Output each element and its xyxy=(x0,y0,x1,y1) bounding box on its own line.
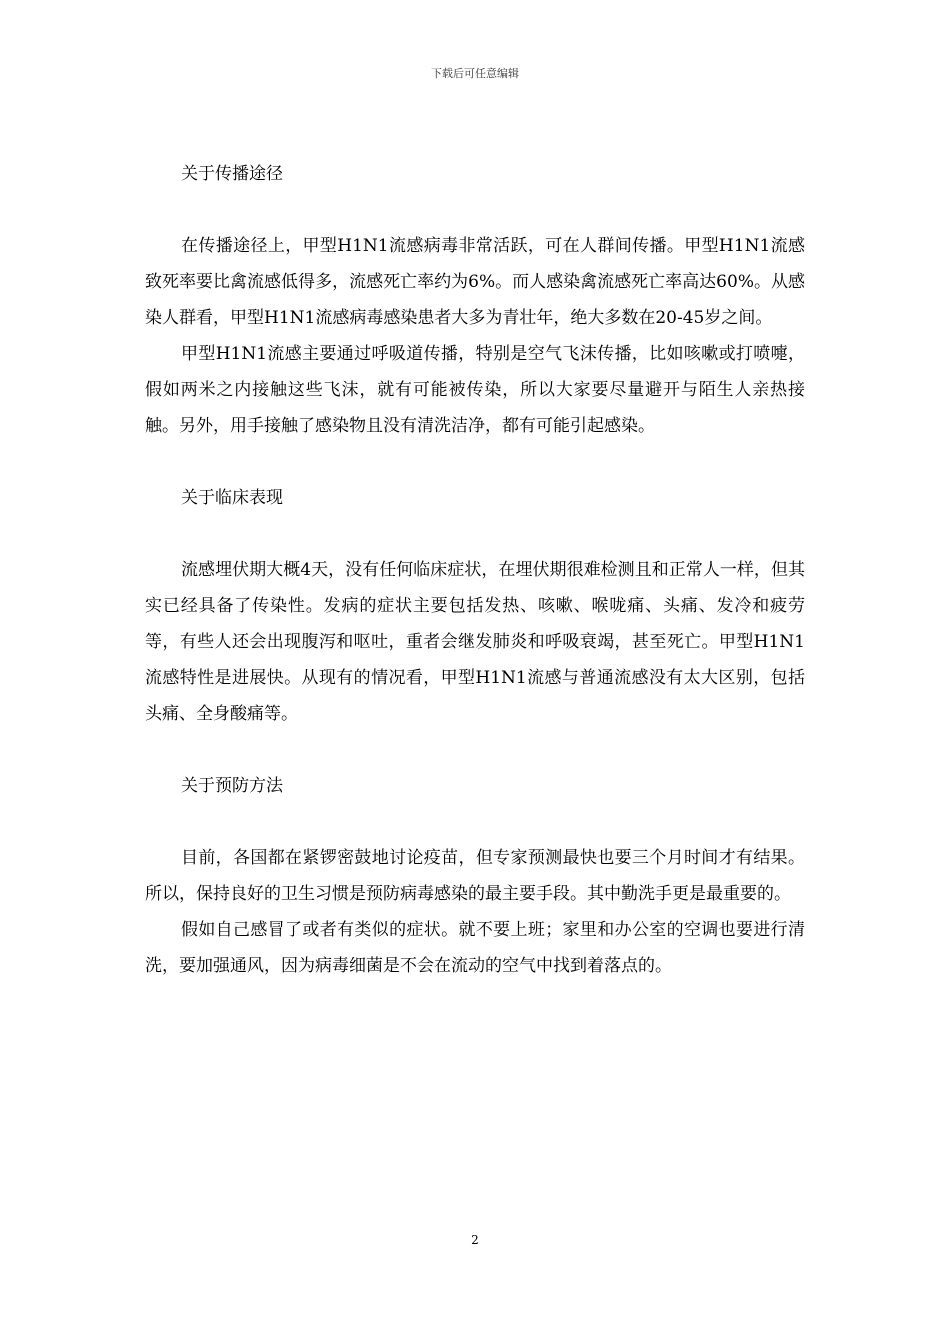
section-title-transmission: 关于传播途径 xyxy=(181,164,283,184)
paragraph: 在传播途径上，甲型H1N1流感病毒非常活跃，可在人群间传播。甲型H1N1流感致死率要比禽流感低得多，流感死亡率约为6%。而人感染禽流感死亡率高达60%。从感染人群看，甲型H1N1流感病毒感染患者大多为青壮年，绝大多数在20-45岁之间。 xyxy=(145,236,805,328)
paragraph: 甲型H1N1流感主要通过呼吸道传播，特别是空气飞沫传播，比如咳嗽或打喷嚏，假如两米之内接触这些飞沫，就有可能被传染，所以大家要尽量避开与陌生人亲热接触。另外，用手接触了感染物且没有清洗洁净，都有可能引起感染。 xyxy=(145,344,805,436)
paragraph: 目前，各国都在紧锣密鼓地讨论疫苗，但专家预测最快也要三个月时间才有结果。所以，保持良好的卫生习惯是预防病毒感染的最主要手段。其中勤洗手更是最重要的。 xyxy=(145,848,805,904)
document-body xyxy=(145,156,805,984)
spacer xyxy=(145,192,805,228)
page-number: 2 xyxy=(471,1233,479,1247)
paragraph: 假如自己感冒了或者有类似的症状。就不要上班；家里和办公室的空调也要进行清洗，要加强通风，因为病毒细菌是不会在流动的空气中找到着落点的。 xyxy=(145,920,805,976)
page-header: 下载后可任意编辑 xyxy=(431,67,519,80)
paragraph: 流感埋伏期大概4天，没有任何临床症状，在埋伏期很难检测且和正常人一样，但其实已经具备了传染性。发病的症状主要包括发热、咳嗽、喉咙痛、头痛、发冷和疲劳等，有些人还会出现腹泻和呕吐，重者会继发肺炎和呼吸衰竭，甚至死亡。甲型H1N1流感特性是进展快。从现有的情况看，甲型H1N1流感与普通流感没有太大区别，包括头痛、全身酸痛等。 xyxy=(145,560,805,724)
section-title-prevention: 关于预防方法 xyxy=(181,776,283,796)
spacer xyxy=(145,516,805,552)
spacer xyxy=(145,444,805,480)
section-title-clinical: 关于临床表现 xyxy=(181,488,283,508)
spacer xyxy=(145,732,805,768)
spacer xyxy=(145,804,805,840)
